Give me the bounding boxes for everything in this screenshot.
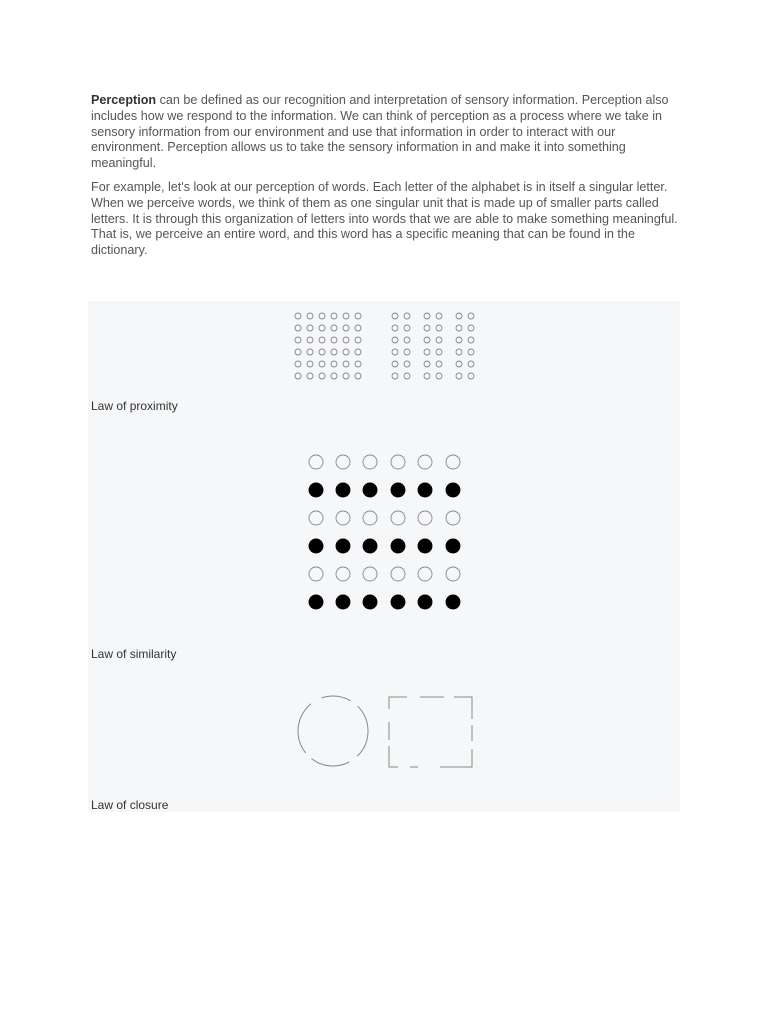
proximity-dot: [436, 325, 442, 331]
proximity-dot: [355, 313, 361, 319]
proximity-dot: [392, 349, 398, 355]
proximity-dot: [295, 337, 301, 343]
proximity-dot: [295, 373, 301, 379]
proximity-dot: [343, 325, 349, 331]
proximity-dot: [331, 337, 337, 343]
open-dot: [363, 455, 377, 469]
filled-dot: [363, 595, 377, 609]
proximity-dot: [307, 337, 313, 343]
proximity-dot: [307, 325, 313, 331]
open-dot: [336, 455, 350, 469]
open-dot: [418, 567, 432, 581]
proximity-caption: Law of proximity: [91, 399, 178, 413]
open-dot: [418, 511, 432, 525]
filled-dot: [309, 595, 323, 609]
proximity-dot: [355, 325, 361, 331]
closure-figure: [298, 696, 472, 767]
proximity-dot: [307, 313, 313, 319]
open-dot: [336, 567, 350, 581]
proximity-dot: [424, 313, 430, 319]
proximity-dot: [355, 349, 361, 355]
similarity-figure: [309, 455, 460, 609]
proximity-dot: [343, 349, 349, 355]
proximity-dot: [355, 373, 361, 379]
open-dot: [418, 455, 432, 469]
filled-dot: [446, 539, 460, 553]
proximity-dot: [319, 313, 325, 319]
proximity-dot: [436, 313, 442, 319]
proximity-dot: [355, 337, 361, 343]
open-dot: [391, 455, 405, 469]
filled-dot: [309, 539, 323, 553]
proximity-dot: [319, 337, 325, 343]
proximity-dot: [468, 325, 474, 331]
dashed-circle: [298, 696, 368, 766]
filled-dot: [418, 483, 432, 497]
proximity-dot: [424, 373, 430, 379]
filled-dot: [391, 483, 405, 497]
filled-dot: [336, 483, 350, 497]
proximity-dot: [468, 373, 474, 379]
proximity-dot: [307, 373, 313, 379]
similarity-caption: Law of similarity: [91, 647, 177, 661]
proximity-dot: [295, 325, 301, 331]
proximity-figure: [295, 313, 474, 379]
gestalt-figures-panel: [88, 301, 680, 812]
intro-paragraph-text: can be defined as our recognition and interpretation of sensory information. Perception also includes how we respond to the information. We can think of perception as a process where we take in sensory information from our environment and use that information in order to interact with our environment. Perception allows us to take the sensory information in and make it into something meaningful.: [91, 93, 669, 171]
proximity-dot: [295, 361, 301, 367]
open-dot: [391, 511, 405, 525]
filled-dot: [391, 539, 405, 553]
proximity-dot: [392, 373, 398, 379]
proximity-dot: [319, 325, 325, 331]
proximity-dot: [436, 349, 442, 355]
proximity-dot: [456, 349, 462, 355]
proximity-dot: [436, 361, 442, 367]
closure-caption: Law of closure: [91, 798, 169, 812]
proximity-dot: [456, 361, 462, 367]
proximity-dot: [404, 337, 410, 343]
filled-dot: [446, 595, 460, 609]
open-dot: [309, 567, 323, 581]
proximity-dot: [456, 325, 462, 331]
proximity-dot: [392, 361, 398, 367]
proximity-dot: [456, 373, 462, 379]
filled-dot: [336, 595, 350, 609]
filled-dot: [418, 539, 432, 553]
proximity-dot: [404, 325, 410, 331]
filled-dot: [391, 595, 405, 609]
proximity-dot: [456, 337, 462, 343]
proximity-dot: [436, 373, 442, 379]
dashed-rectangle: [389, 697, 472, 767]
proximity-dot: [331, 325, 337, 331]
proximity-dot: [331, 373, 337, 379]
open-dot: [446, 511, 460, 525]
proximity-dot: [424, 337, 430, 343]
proximity-dot: [392, 325, 398, 331]
example-paragraph: For example, let's look at our perception of words. Each letter of the alphabet is in itself a singular letter. When we perceive words, we think of them as one singular unit that is made up of smaller parts called letters. It is through this organization of letters into words that we are able to make something meaningful. That is, we perceive an entire word, and this word has a specific meaning that can be found in the dictionary.: [91, 180, 678, 258]
filled-dot: [363, 539, 377, 553]
proximity-dot: [424, 325, 430, 331]
proximity-dot: [343, 337, 349, 343]
proximity-dot: [331, 349, 337, 355]
proximity-dot: [468, 313, 474, 319]
proximity-dot: [295, 349, 301, 355]
proximity-dot: [424, 349, 430, 355]
proximity-dot: [404, 313, 410, 319]
open-dot: [336, 511, 350, 525]
proximity-dot: [319, 349, 325, 355]
proximity-dot: [468, 349, 474, 355]
proximity-dot: [392, 313, 398, 319]
proximity-dot: [343, 313, 349, 319]
proximity-dot: [404, 373, 410, 379]
proximity-dot: [319, 373, 325, 379]
perception-term: Perception: [91, 93, 157, 107]
intro-paragraph: [91, 93, 681, 172]
open-dot: [309, 511, 323, 525]
open-dot: [309, 455, 323, 469]
proximity-dot: [295, 313, 301, 319]
proximity-dot: [355, 361, 361, 367]
proximity-dot: [468, 361, 474, 367]
open-dot: [391, 567, 405, 581]
proximity-dot: [331, 361, 337, 367]
filled-dot: [418, 595, 432, 609]
proximity-dot: [343, 373, 349, 379]
proximity-dot: [343, 361, 349, 367]
proximity-dot: [307, 349, 313, 355]
filled-dot: [363, 483, 377, 497]
proximity-dot: [436, 337, 442, 343]
gestalt-figures: [88, 301, 680, 812]
proximity-dot: [319, 361, 325, 367]
proximity-dot: [392, 337, 398, 343]
proximity-dot: [424, 361, 430, 367]
proximity-dot: [404, 349, 410, 355]
proximity-dot: [404, 361, 410, 367]
proximity-dot: [468, 337, 474, 343]
open-dot: [363, 511, 377, 525]
open-dot: [363, 567, 377, 581]
filled-dot: [336, 539, 350, 553]
open-dot: [446, 455, 460, 469]
proximity-dot: [307, 361, 313, 367]
proximity-dot: [331, 313, 337, 319]
filled-dot: [309, 483, 323, 497]
proximity-dot: [456, 313, 462, 319]
filled-dot: [446, 483, 460, 497]
open-dot: [446, 567, 460, 581]
